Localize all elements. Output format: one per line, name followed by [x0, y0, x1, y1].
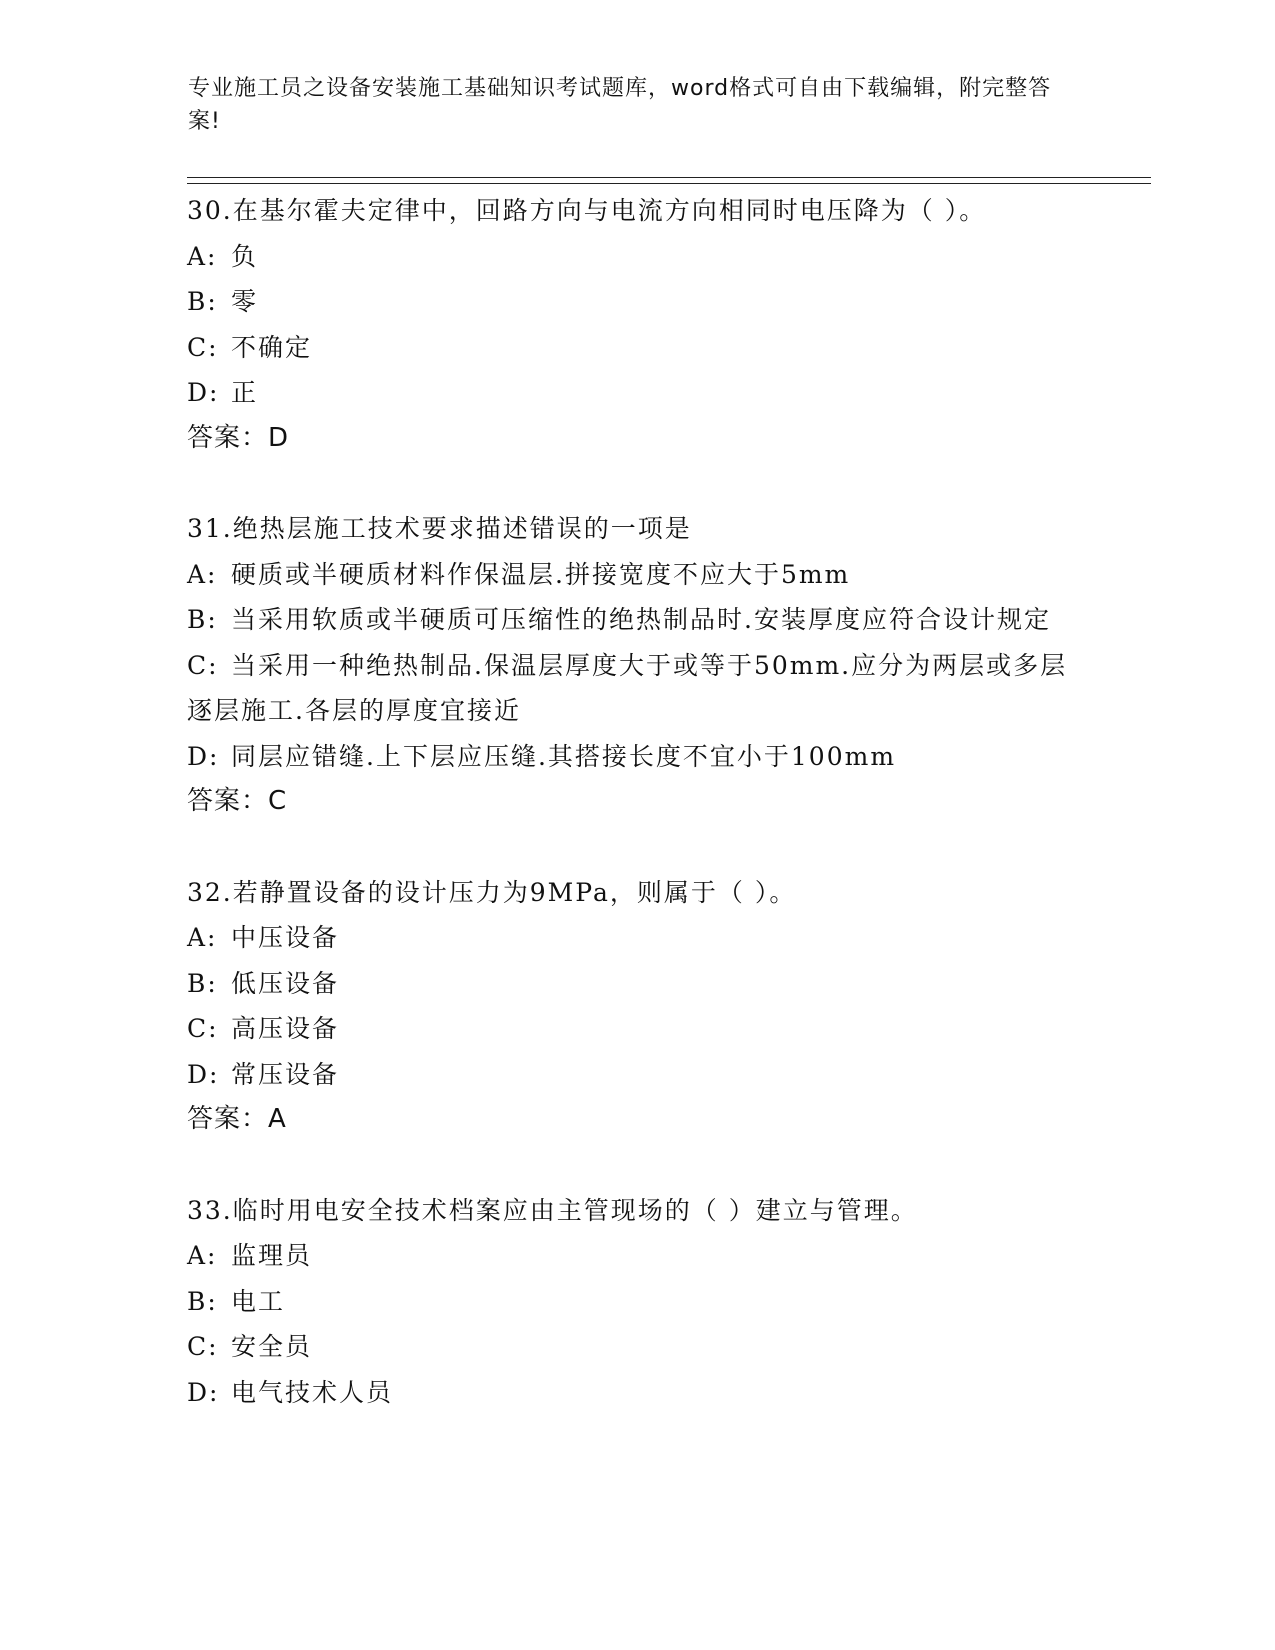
option-b — [187, 961, 1087, 1007]
option-a — [187, 552, 1087, 598]
option-a — [187, 1233, 1087, 1279]
question-30 — [187, 188, 1087, 461]
option-text: 硬质或半硬质材料作保温层.拼接宽度不应大于5mm — [231, 559, 851, 589]
answer-line: 答案：A — [187, 1104, 287, 1134]
question-stem: 31.绝热层施工技术要求描述错误的一项是 — [187, 514, 692, 543]
option-text: 正 — [231, 378, 259, 407]
option-text: 低压设备 — [231, 968, 340, 998]
option-text: 高压设备 — [231, 1014, 340, 1043]
option-label: B: — [187, 968, 218, 998]
question-33 — [187, 1188, 1087, 1416]
question-stem: 30.在基尔霍夫定律中，回路方向与电流方向相同时电压降为（ ）。 — [187, 196, 987, 225]
option-c — [187, 325, 1087, 371]
option-label: A: — [187, 1241, 218, 1270]
option-label: D: — [187, 1377, 220, 1407]
option-label: A: — [187, 559, 218, 589]
option-label: C: — [187, 332, 219, 362]
option-text: 电工 — [231, 1286, 286, 1316]
option-label: A: — [187, 241, 218, 271]
option-a — [187, 915, 1087, 961]
option-label: C: — [187, 650, 219, 680]
option-d — [187, 1052, 1087, 1098]
answer-line: 答案：D — [187, 422, 290, 453]
option-text: 电气技术人员 — [231, 1377, 394, 1407]
option-label: C: — [187, 1332, 219, 1361]
question-31 — [187, 506, 1087, 825]
option-text: 不确定 — [231, 332, 313, 362]
header-divider-bottom — [187, 183, 1151, 184]
question-32 — [187, 870, 1087, 1143]
option-text: 当采用软质或半硬质可压缩性的绝热制品时.安装厚度应符合设计规定 — [231, 605, 1051, 634]
option-b — [187, 1279, 1087, 1325]
option-d — [187, 1370, 1087, 1416]
option-label: B: — [187, 1286, 218, 1316]
option-d — [187, 370, 1087, 416]
option-b — [187, 279, 1087, 325]
option-text: 安全员 — [231, 1332, 313, 1361]
option-label: D: — [187, 1059, 220, 1089]
option-text: 常压设备 — [231, 1059, 340, 1089]
option-d — [187, 734, 1087, 780]
option-label: A: — [187, 923, 218, 952]
option-label: B: — [187, 287, 218, 316]
option-c — [187, 1006, 1087, 1052]
option-text: 负 — [231, 241, 259, 271]
option-text: 监理员 — [231, 1241, 313, 1270]
option-c — [187, 643, 1087, 734]
option-text: 当采用一种绝热制品.保温层厚度大于或等于50mm.应分为两层或多层逐层施工.各层的厚度宜接近 — [187, 650, 1068, 725]
option-text: 同层应错缝.上下层应压缝.其搭接长度不宜小于100mm — [231, 741, 897, 771]
document-header: 专业施工员之设备安装施工基础知识考试题库，word格式可自由下载编辑，附完整答案! — [188, 76, 1052, 134]
header-divider-top — [187, 177, 1151, 178]
option-text: 零 — [231, 287, 259, 316]
question-stem: 33.临时用电安全技术档案应由主管现场的（ ）建立与管理。 — [187, 1195, 918, 1225]
answer-line: 答案：C — [187, 786, 288, 816]
option-label: D: — [187, 378, 220, 407]
option-c — [187, 1324, 1087, 1370]
option-label: C: — [187, 1014, 219, 1043]
question-stem: 32.若静置设备的设计压力为9MPa，则属于（ ）。 — [187, 877, 797, 907]
option-b — [187, 597, 1087, 643]
option-label: D: — [187, 741, 220, 771]
option-label: B: — [187, 605, 218, 634]
question-list — [187, 188, 1087, 1460]
option-a — [187, 234, 1087, 280]
option-text: 中压设备 — [231, 923, 340, 952]
